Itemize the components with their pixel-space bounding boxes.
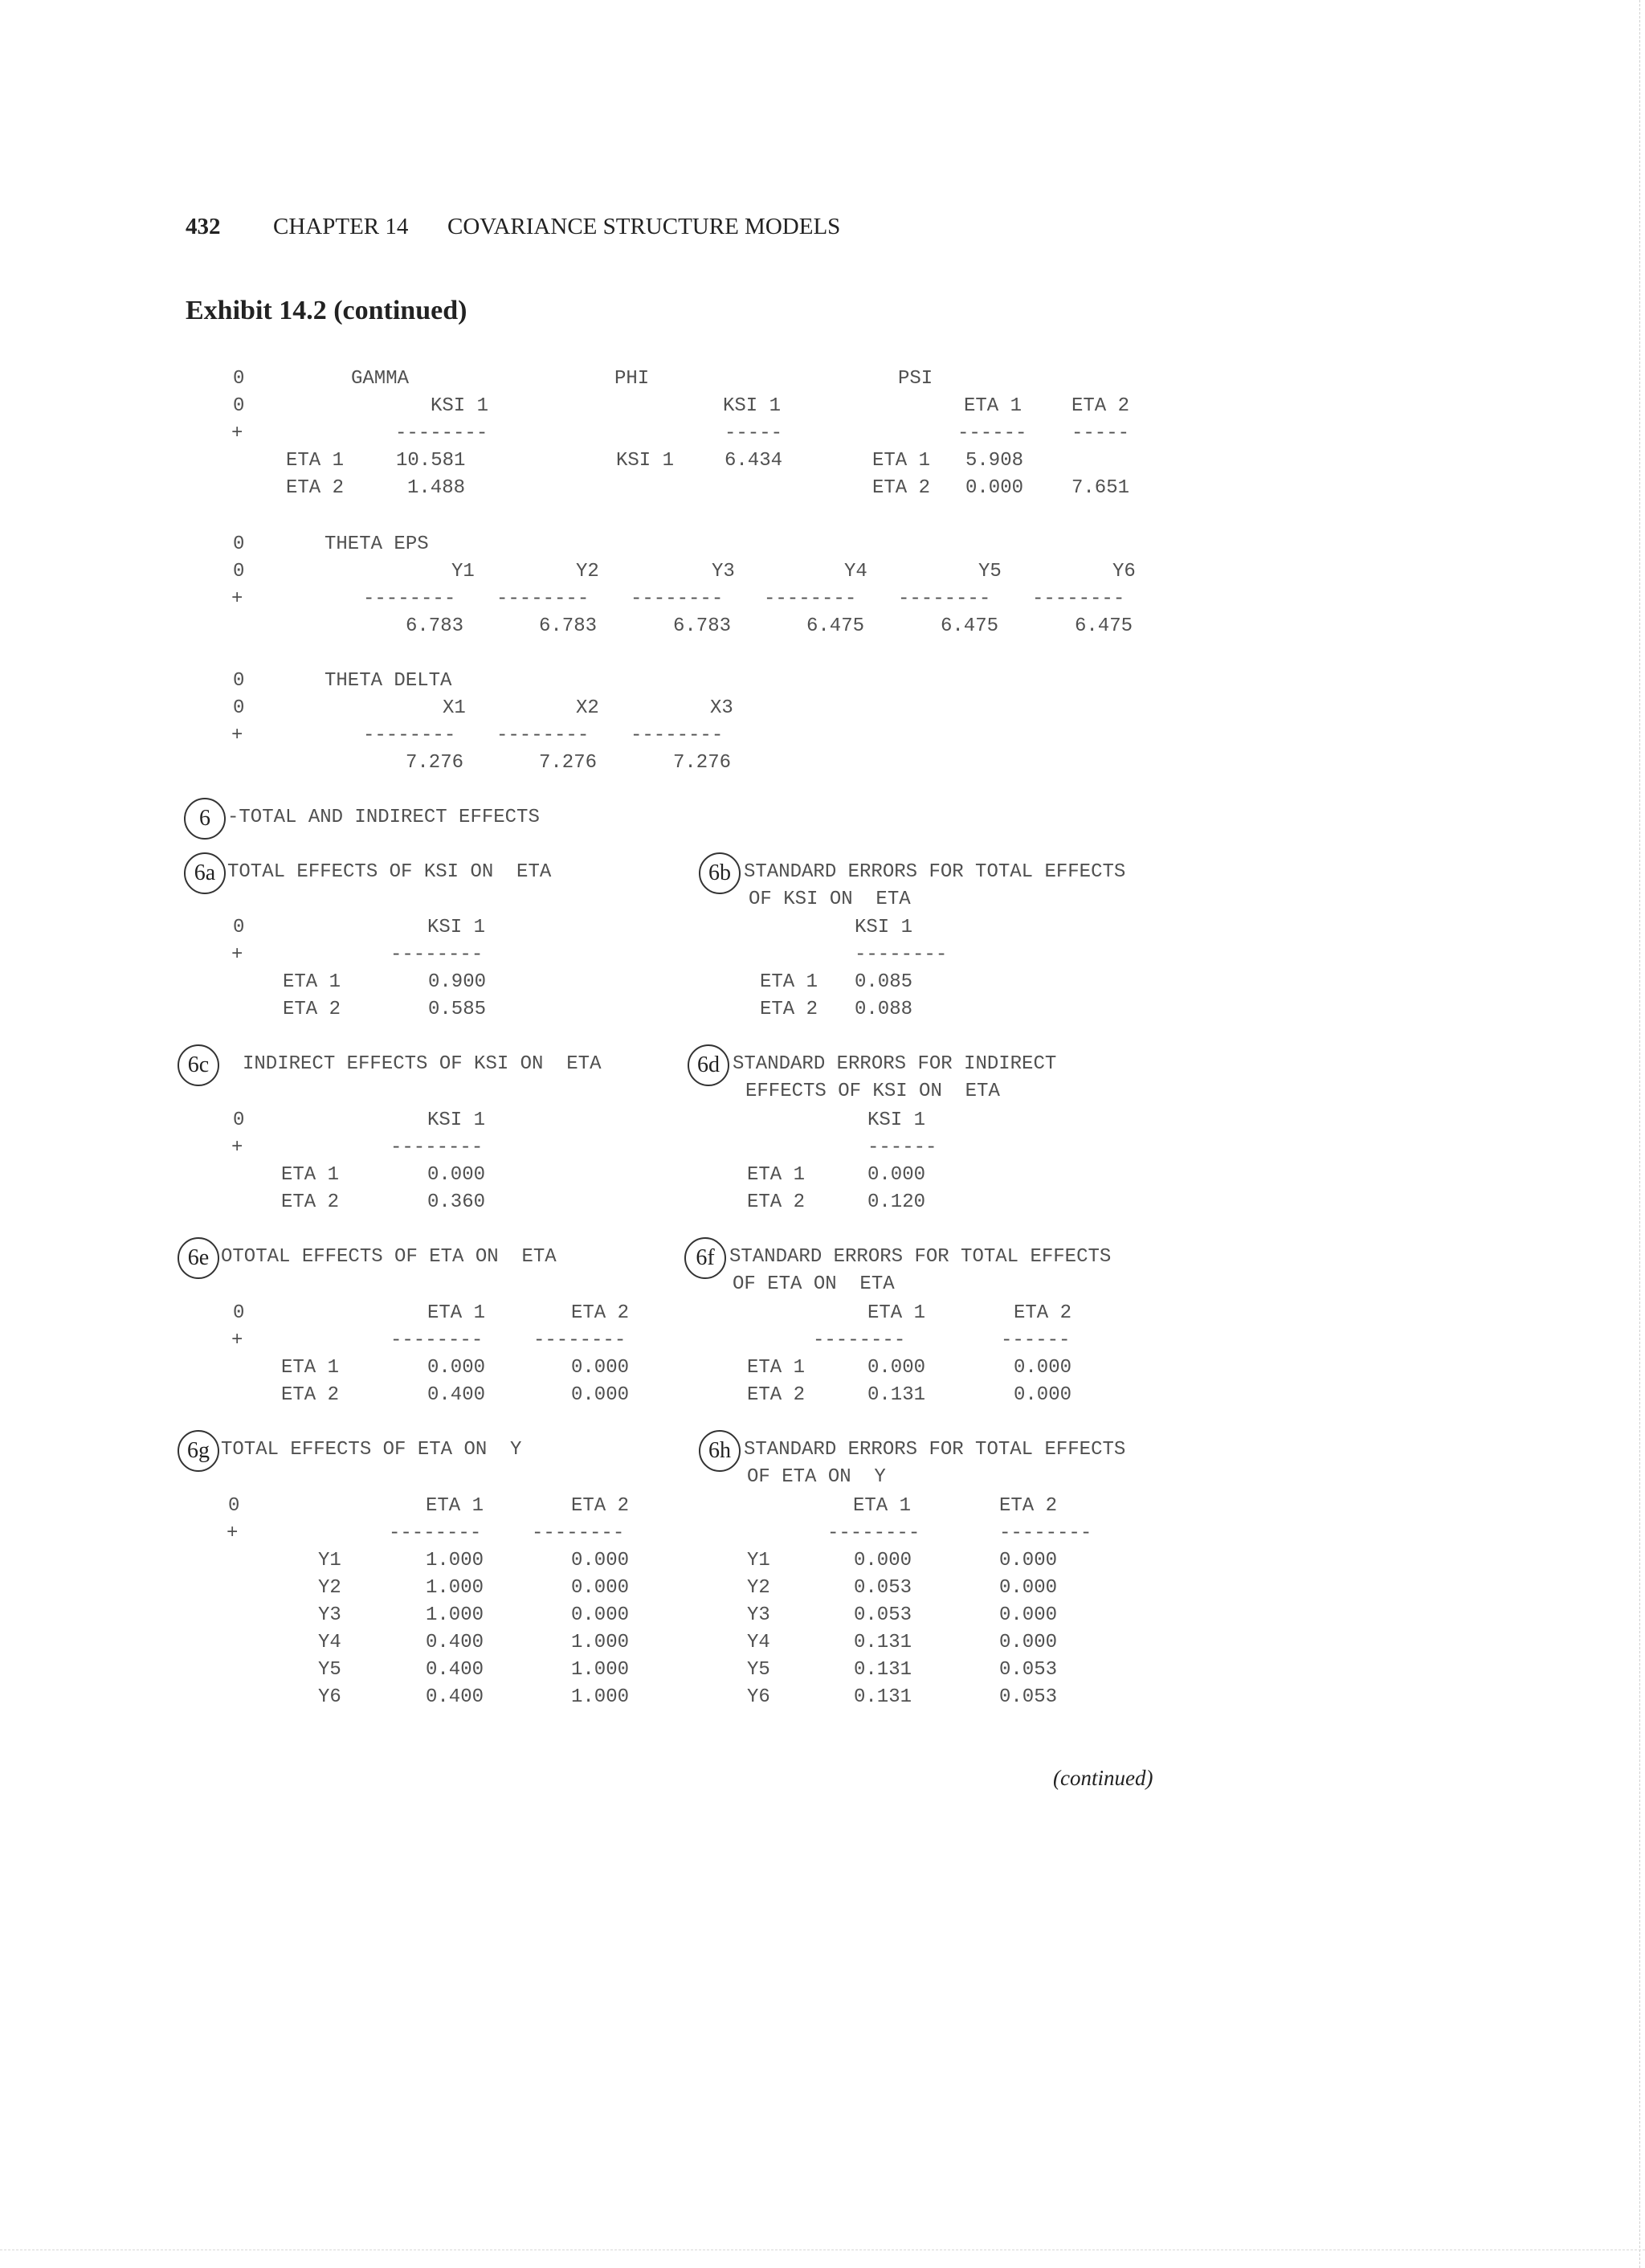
psi-value: 5.908 <box>965 450 1024 472</box>
theta-delta-rule: -------- <box>631 725 724 746</box>
col-ksi1: KSI 1 <box>427 917 486 938</box>
value: 0.053 <box>999 1686 1058 1708</box>
section-marker-6b: 6b <box>699 852 741 894</box>
exhibit-title: Exhibit 14.2 (continued) <box>186 296 467 325</box>
col-eta1: ETA 1 <box>867 1302 926 1324</box>
value: 0.131 <box>854 1686 912 1708</box>
value: 0.131 <box>854 1632 912 1653</box>
section-marker-6g: 6g <box>178 1430 219 1472</box>
value: 0.000 <box>427 1357 486 1379</box>
row-y2: Y2 <box>318 1577 341 1599</box>
theta-eps-rule: -------- <box>496 588 590 610</box>
theta-eps-col-y2: Y2 <box>576 561 599 582</box>
section-6e-title: OTOTAL EFFECTS OF ETA ON ETA <box>221 1246 557 1268</box>
psi-label: PSI <box>898 368 933 390</box>
gamma-value: 1.488 <box>407 477 466 499</box>
margin-0: 0 <box>233 1109 245 1131</box>
theta-delta-col-x1: X1 <box>443 697 466 719</box>
page-number: 432 <box>186 214 221 239</box>
value: 1.000 <box>571 1632 630 1653</box>
section-marker-6c: 6c <box>178 1044 219 1086</box>
row-y2: Y2 <box>747 1577 770 1599</box>
row-y6: Y6 <box>747 1686 770 1708</box>
col-eta2: ETA 2 <box>999 1495 1058 1517</box>
value: 0.053 <box>854 1577 912 1599</box>
value: 0.000 <box>571 1577 630 1599</box>
value: 0.088 <box>855 999 913 1020</box>
row-eta1: ETA 1 <box>760 971 818 993</box>
theta-eps-rule: -------- <box>631 588 724 610</box>
section-marker-6d: 6d <box>688 1044 729 1086</box>
rule: -------- <box>827 1522 920 1544</box>
section-6h-title: STANDARD ERRORS FOR TOTAL EFFECTS <box>744 1439 1126 1461</box>
theta-delta-value: 7.276 <box>673 752 732 774</box>
phi-col-ksi1: KSI 1 <box>723 395 782 417</box>
section-6b-title-line2: OF KSI ON ETA <box>749 889 911 910</box>
phi-row-ksi1: KSI 1 <box>616 450 675 472</box>
gamma-label: GAMMA <box>351 368 410 390</box>
row-eta1: ETA 1 <box>281 1164 340 1186</box>
value: 0.131 <box>867 1384 926 1406</box>
section-6a-title: TOTAL EFFECTS OF KSI ON ETA <box>227 861 552 883</box>
value: 0.360 <box>427 1191 486 1213</box>
margin-plus: + <box>231 725 243 746</box>
margin-plus: + <box>231 1137 243 1159</box>
rule: -------- <box>533 1330 627 1351</box>
value: 0.000 <box>999 1632 1058 1653</box>
rule: -------- <box>532 1522 625 1544</box>
margin-0: 0 <box>228 1495 240 1517</box>
value: 0.000 <box>867 1357 926 1379</box>
rule: -------- <box>999 1522 1092 1544</box>
value: 1.000 <box>426 1577 484 1599</box>
value: 0.000 <box>571 1604 630 1626</box>
row-eta2: ETA 2 <box>281 1191 340 1213</box>
row-y1: Y1 <box>318 1550 341 1571</box>
col-eta2: ETA 2 <box>571 1495 630 1517</box>
value: 1.000 <box>571 1659 630 1681</box>
theta-eps-col-y1: Y1 <box>451 561 475 582</box>
phi-label: PHI <box>614 368 650 390</box>
margin-0: 0 <box>233 697 245 719</box>
theta-eps-rule: -------- <box>764 588 857 610</box>
theta-eps-rule: -------- <box>1032 588 1125 610</box>
section-marker-6f: 6f <box>684 1237 726 1279</box>
rule: -------- <box>813 1330 906 1351</box>
psi-col-eta1: ETA 1 <box>964 395 1023 417</box>
value: 0.400 <box>427 1384 486 1406</box>
theta-delta-label: THETA DELTA <box>325 670 452 692</box>
value: 0.085 <box>855 971 913 993</box>
row-y3: Y3 <box>747 1604 770 1626</box>
theta-eps-col-y6: Y6 <box>1112 561 1136 582</box>
value: 0.000 <box>999 1550 1058 1571</box>
rule: -------- <box>389 1522 482 1544</box>
row-y4: Y4 <box>747 1632 770 1653</box>
psi-rule-1: ------ <box>957 423 1027 444</box>
psi-value: 0.000 <box>965 477 1024 499</box>
row-y5: Y5 <box>318 1659 341 1681</box>
row-eta2: ETA 2 <box>747 1384 806 1406</box>
value: 0.000 <box>1014 1357 1072 1379</box>
value: 0.000 <box>427 1164 486 1186</box>
value: 0.400 <box>426 1686 484 1708</box>
theta-delta-rule: -------- <box>496 725 590 746</box>
chapter-title: COVARIANCE STRUCTURE MODELS <box>447 214 841 239</box>
value: 0.120 <box>867 1191 926 1213</box>
section-6h-title-line2: OF ETA ON Y <box>747 1466 886 1488</box>
section-6d-title-line2: EFFECTS OF KSI ON ETA <box>745 1081 1000 1102</box>
value: 0.585 <box>428 999 487 1020</box>
row-y5: Y5 <box>747 1659 770 1681</box>
rule: -------- <box>855 944 948 966</box>
theta-eps-col-y5: Y5 <box>978 561 1002 582</box>
theta-eps-col-y3: Y3 <box>712 561 735 582</box>
col-ksi1: KSI 1 <box>867 1109 926 1131</box>
rule: -------- <box>390 1137 484 1159</box>
value: 0.000 <box>867 1164 926 1186</box>
col-ksi1: KSI 1 <box>427 1109 486 1131</box>
section-6c-title: INDIRECT EFFECTS OF KSI ON ETA <box>243 1053 602 1075</box>
col-eta2: ETA 2 <box>1014 1302 1072 1324</box>
margin-0: 0 <box>233 670 245 692</box>
gamma-rule: -------- <box>395 423 488 444</box>
theta-delta-rule: -------- <box>363 725 456 746</box>
section-6d-title: STANDARD ERRORS FOR INDIRECT <box>733 1053 1057 1075</box>
margin-0: 0 <box>233 368 245 390</box>
theta-eps-label: THETA EPS <box>325 533 429 555</box>
section-marker-6h: 6h <box>699 1430 741 1472</box>
theta-eps-rule: -------- <box>363 588 456 610</box>
row-eta2: ETA 2 <box>747 1191 806 1213</box>
col-eta2: ETA 2 <box>571 1302 630 1324</box>
value: 1.000 <box>571 1686 630 1708</box>
gamma-col-ksi1: KSI 1 <box>431 395 489 417</box>
value: 1.000 <box>426 1604 484 1626</box>
value: 0.000 <box>571 1550 630 1571</box>
theta-eps-value: 6.475 <box>806 615 865 637</box>
value: 0.000 <box>571 1357 630 1379</box>
theta-delta-value: 7.276 <box>539 752 598 774</box>
margin-plus: + <box>231 423 243 444</box>
value: 0.900 <box>428 971 487 993</box>
value: 0.053 <box>854 1604 912 1626</box>
gamma-row-eta2: ETA 2 <box>286 477 345 499</box>
page-edge <box>1639 0 1645 2268</box>
section-6g-title: TOTAL EFFECTS OF ETA ON Y <box>221 1439 522 1461</box>
theta-eps-value: 6.783 <box>406 615 464 637</box>
theta-eps-value: 6.475 <box>1075 615 1133 637</box>
row-eta2: ETA 2 <box>760 999 818 1020</box>
section-marker-6e: 6e <box>178 1237 219 1279</box>
section-6f-title: STANDARD ERRORS FOR TOTAL EFFECTS <box>729 1246 1112 1268</box>
col-ksi1: KSI 1 <box>855 917 913 938</box>
rule: ------ <box>1001 1330 1071 1351</box>
section-6b-title: STANDARD ERRORS FOR TOTAL EFFECTS <box>744 861 1126 883</box>
section-6f-title-line2: OF ETA ON ETA <box>733 1273 895 1295</box>
theta-eps-value: 6.783 <box>673 615 732 637</box>
theta-delta-value: 7.276 <box>406 752 464 774</box>
col-eta1: ETA 1 <box>853 1495 912 1517</box>
row-y1: Y1 <box>747 1550 770 1571</box>
margin-0: 0 <box>233 533 245 555</box>
margin-0: 0 <box>233 917 245 938</box>
row-eta1: ETA 1 <box>747 1164 806 1186</box>
margin-plus: + <box>231 588 243 610</box>
theta-delta-col-x3: X3 <box>710 697 733 719</box>
continued-note: (continued) <box>1053 1766 1153 1790</box>
theta-eps-value: 6.783 <box>539 615 598 637</box>
rule: -------- <box>390 944 484 966</box>
gamma-value: 10.581 <box>396 450 466 472</box>
gamma-row-eta1: ETA 1 <box>286 450 345 472</box>
value: 0.053 <box>999 1659 1058 1681</box>
phi-value: 6.434 <box>725 450 783 472</box>
value: 0.131 <box>854 1659 912 1681</box>
row-eta2: ETA 2 <box>281 1384 340 1406</box>
value: 0.400 <box>426 1659 484 1681</box>
chapter-label: CHAPTER 14 <box>273 214 409 239</box>
rule: -------- <box>390 1330 484 1351</box>
margin-0: 0 <box>233 1302 245 1324</box>
row-y6: Y6 <box>318 1686 341 1708</box>
section-marker-6a: 6a <box>184 852 226 894</box>
theta-delta-col-x2: X2 <box>576 697 599 719</box>
psi-value: 7.651 <box>1071 477 1130 499</box>
row-eta1: ETA 1 <box>747 1357 806 1379</box>
row-eta1: ETA 1 <box>283 971 341 993</box>
psi-row-eta1: ETA 1 <box>872 450 931 472</box>
row-y3: Y3 <box>318 1604 341 1626</box>
theta-eps-col-y4: Y4 <box>844 561 867 582</box>
row-eta1: ETA 1 <box>281 1357 340 1379</box>
section-6-title: -TOTAL AND INDIRECT EFFECTS <box>227 807 540 828</box>
margin-plus: + <box>227 1522 239 1544</box>
phi-rule: ----- <box>725 423 783 444</box>
theta-eps-rule: -------- <box>898 588 991 610</box>
value: 1.000 <box>426 1550 484 1571</box>
value: 0.000 <box>999 1604 1058 1626</box>
margin-plus: + <box>231 1330 243 1351</box>
col-eta1: ETA 1 <box>426 1495 484 1517</box>
value: 0.000 <box>999 1577 1058 1599</box>
value: 0.000 <box>854 1550 912 1571</box>
rule: ------ <box>867 1137 937 1159</box>
value: 0.000 <box>1014 1384 1072 1406</box>
margin-plus: + <box>231 944 243 966</box>
row-eta2: ETA 2 <box>283 999 341 1020</box>
value: 0.400 <box>426 1632 484 1653</box>
psi-col-eta2: ETA 2 <box>1071 395 1130 417</box>
row-y4: Y4 <box>318 1632 341 1653</box>
psi-rule-2: ----- <box>1071 423 1130 444</box>
margin-0: 0 <box>233 561 245 582</box>
value: 0.000 <box>571 1384 630 1406</box>
psi-row-eta2: ETA 2 <box>872 477 931 499</box>
section-marker-6: 6 <box>184 798 226 840</box>
margin-0: 0 <box>233 395 245 417</box>
col-eta1: ETA 1 <box>427 1302 486 1324</box>
theta-eps-value: 6.475 <box>941 615 999 637</box>
